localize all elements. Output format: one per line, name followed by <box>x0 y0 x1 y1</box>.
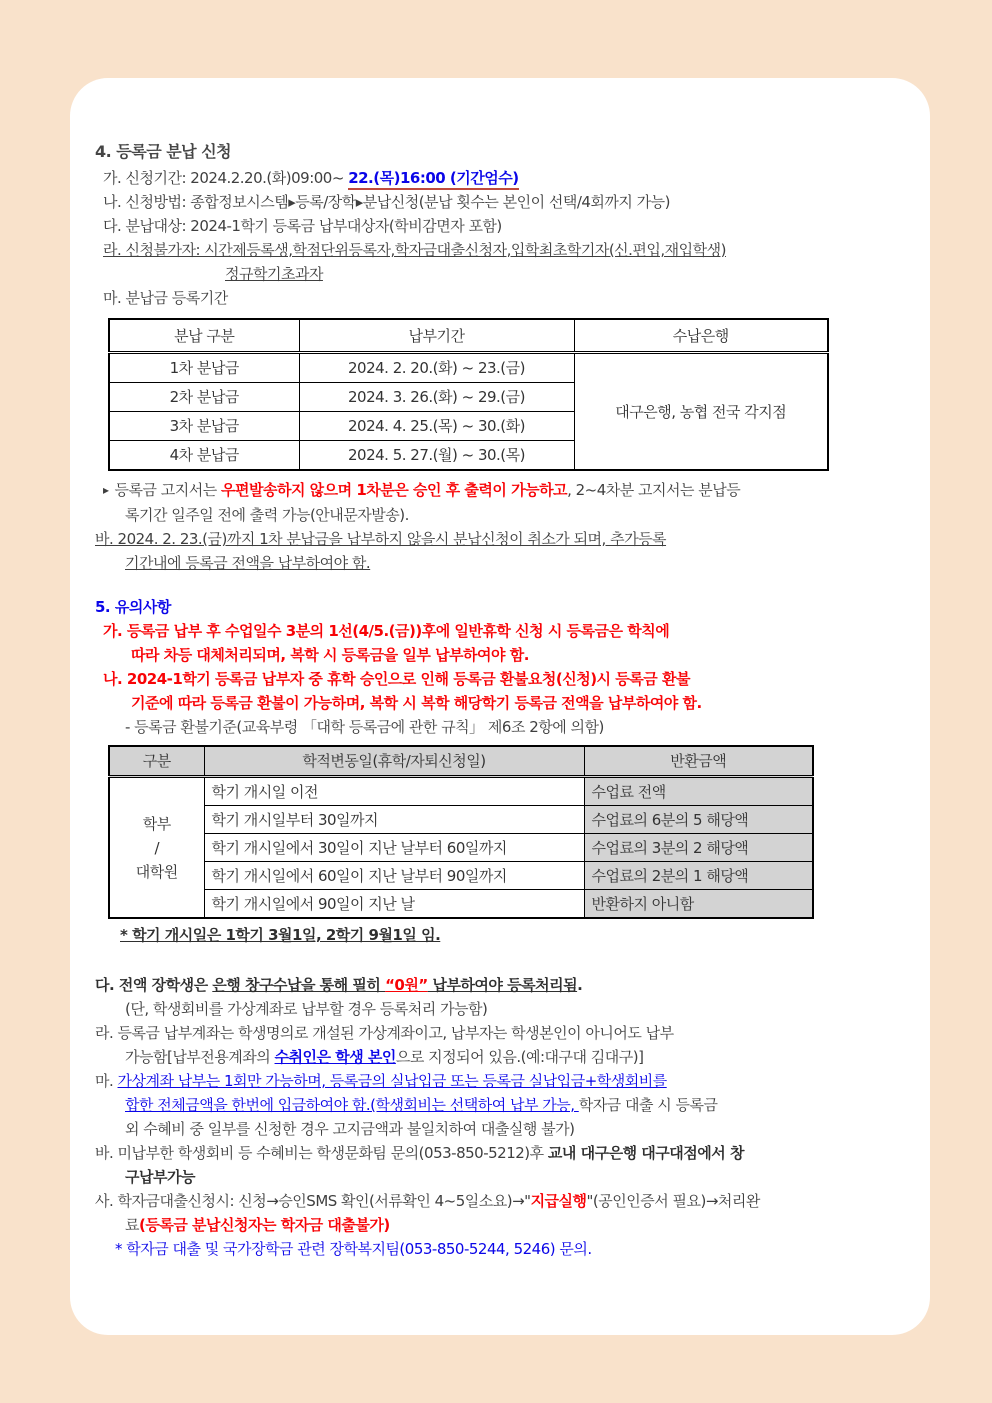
scholarship-pre: 다. 전액 장학생은 <box>95 976 213 994</box>
virtual-account-owner-line2 <box>125 1045 902 1069</box>
refund-row-1-amount: 수업료 전액 <box>584 777 813 806</box>
section5-title: 5. 유의사항 <box>95 598 171 616</box>
scholarship-underline-post: 납부하여야 등록처리됨 <box>427 976 578 994</box>
virtual-account-owner-line1: 라. 등록금 납부계좌는 학생명의로 개설된 가상계좌이고, 납부자는 학생본인이 아니어도 납부 <box>95 1024 674 1042</box>
col-header-period: 납부기간 <box>299 319 574 353</box>
table-row <box>109 862 813 890</box>
col-header-installment: 분납 구분 <box>109 319 299 353</box>
application-period-text: 가. 신청기간: 2024.2.20.(화)09:00~ <box>103 169 349 187</box>
table-header-row <box>109 746 813 777</box>
recipient-emphasis: 수취인은 학생 본인 <box>274 1048 396 1066</box>
semester-start-footnote: * 학기 개시일은 1학기 3월1일, 2학기 9월1일 임. <box>120 926 441 944</box>
refund-row-5-amount: 반환하지 아니함 <box>584 890 813 919</box>
refund-row-4-date: 학기 개시일에서 60일이 지난 날부터 90일까지 <box>204 862 584 890</box>
group-undergrad: 학부 <box>142 814 171 833</box>
loan-installment-warning: (등록금 분납신청자는 학자금 대출불가) <box>139 1216 390 1234</box>
refund-row-4-amount: 수업료의 2분의 1 해당액 <box>584 862 813 890</box>
col-header-refund-amount: 반환금액 <box>584 746 813 777</box>
loan-pre: 사. 학자금대출신청시: 신청→승인SMS 확인(서류확인 4~5일소요)→" <box>95 1192 531 1210</box>
cancel-warning-line2: 기간내에 등록금 전액을 납부하여야 함. <box>125 554 371 572</box>
cancel-warning-line1: 바. 2024. 2. 23.(금)까지 1차 분납금을 납부하지 않을시 분납신청이 취소가 되며, 추가등록 <box>95 530 667 548</box>
refund-row-2-amount: 수업료의 6분의 5 해당액 <box>584 806 813 834</box>
notice-bill-print <box>103 478 902 503</box>
col-header-category: 구분 <box>109 746 204 777</box>
virtual-account-once-line2 <box>125 1093 902 1117</box>
installment-schedule-table <box>108 318 829 471</box>
notice-bill-print-cont: 록기간 일주일 전에 출력 가능(안내문자발송). <box>125 506 409 524</box>
scholarship-end: . <box>577 976 583 994</box>
once-payment-blue2: 합한 전체금액을 한번에 입금하여야 함.(학생회비는 선택하여 납부 가능, <box>125 1096 579 1114</box>
sec5-refund-notice-line1: 나. 2024-1학기 등록금 납부자 중 휴학 승인으로 인해 등록금 환불요청(신청)시 등록금 환불 <box>103 670 690 688</box>
installment-1-label: 1차 분납금 <box>109 353 299 383</box>
refund-row-1-date: 학기 개시일 이전 <box>204 777 584 806</box>
installment-2-period: 2024. 3. 26.(화) ~ 29.(금) <box>299 383 574 412</box>
once-payment-black2: 학자금 대출 시 등록금 <box>578 1096 718 1114</box>
scholarship-team-contact: * 학자금 대출 및 국가장학금 관련 장학복지팀(053-850-5244, 5246) 문의. <box>115 1240 592 1258</box>
virtual-account-once-line3: 외 수혜비 중 일부를 신청한 경우 고지금액과 불일치하여 대출실행 불가) <box>125 1120 575 1138</box>
sec4-item-target: 다. 분납대상: 2024-1학기 등록금 납부대상자(학비감면자 포함) <box>103 217 502 235</box>
sec4-item-not-eligible: 라. 신청불가자: 시간제등록생,학점단위등록자,학자금대출신청자,입학최초학기자(신.편입,재입학생) <box>103 241 726 259</box>
unpaid-fee-line2: 구납부가능 <box>125 1168 195 1186</box>
bill-print-warning: 우편발송하지 않으며 1차분은 승인 후 출력이 가능하고 <box>221 481 568 499</box>
loan-l2-black: 료 <box>125 1216 139 1234</box>
ma-label: 마. <box>95 1072 118 1090</box>
loan-mid: "(공인인증서 필요)→처리완 <box>586 1192 760 1210</box>
installment-3-label: 3차 분납금 <box>109 412 299 441</box>
scholarship-note-line2: (단, 학생회비를 가상계좌로 납부할 경우 등록처리 가능함) <box>125 1000 488 1018</box>
group-cell <box>109 777 204 919</box>
student-loan-line2 <box>125 1213 902 1237</box>
refund-standard-table <box>108 745 814 919</box>
owner-post: 으로 지정되어 있음.(예:대구대 김대구)] <box>395 1048 644 1066</box>
installment-4-label: 4차 분납금 <box>109 441 299 471</box>
bill-print-pre: 등록금 고지서는 <box>114 481 221 499</box>
document-page <box>70 78 930 1335</box>
refund-standard-note: - 등록금 환불기준(교육부령 「대학 등록금에 관한 규칙」 제6조 2항에 의함) <box>125 718 604 736</box>
table-row <box>109 806 813 834</box>
sec4-item-application-period <box>103 166 902 190</box>
sec4-item-schedule-label: 마. 분납금 등록기간 <box>103 289 228 307</box>
virtual-account-once-line1 <box>95 1069 902 1093</box>
bank-cell: 대구은행, 농협 전국 각지점 <box>574 353 828 471</box>
group-slash: / <box>154 838 160 857</box>
sec5-refund-notice-line2: 기준에 따라 등록금 환불이 가능하며, 복학 시 복학 해당학기 등록금 전액을 납부하여야 함. <box>131 694 702 712</box>
table-header-row <box>109 319 828 353</box>
installment-1-period: 2024. 2. 20.(화) ~ 23.(금) <box>299 353 574 383</box>
scholarship-zero-payment <box>95 973 902 997</box>
installment-3-period: 2024. 4. 25.(목) ~ 30.(화) <box>299 412 574 441</box>
section4-title: 4. 등록금 분납 신청 <box>95 142 232 161</box>
loan-execute-emphasis: 지급실행 <box>530 1192 587 1210</box>
owner-pre: 가능함[납부전용계좌의 <box>125 1048 275 1066</box>
zero-won-emphasis: “0원” <box>385 976 428 994</box>
refund-row-3-date: 학기 개시일에서 30일이 지난 날부터 60일까지 <box>204 834 584 862</box>
sec4-item-application-method: 나. 신청방법: 종합정보시스템▸등록/장학▸분납신청(분납 횟수는 본인이 선택/4회까지 가능) <box>103 193 670 211</box>
group-grad: 대학원 <box>135 862 178 881</box>
refund-row-2-date: 학기 개시일부터 30일까지 <box>204 806 584 834</box>
triangle-bullet-icon: ▸ <box>103 483 109 497</box>
scholarship-underline-pre: 은행 창구수납을 통해 필히 <box>212 976 386 994</box>
table-row <box>109 353 828 383</box>
table-row <box>109 834 813 862</box>
installment-2-label: 2차 분납금 <box>109 383 299 412</box>
deadline-emphasis: 22.(목)16:00 (기간엄수) <box>348 169 518 190</box>
sec5-leave-notice-line1: 가. 등록금 납부 후 수업일수 3분의 1선(4/5.(금))후에 일반휴학 신청 시 등록금은 학칙에 <box>103 622 670 640</box>
table-row <box>109 890 813 919</box>
col-header-bank: 수납은행 <box>574 319 828 353</box>
col-header-change-date: 학적변동일(휴학/자퇴신청일) <box>204 746 584 777</box>
once-payment-blue1: 가상계좌 납부는 1회만 가능하며, 등록금의 실납입금 또는 등록금 실납입금+학생회비를 <box>117 1072 667 1090</box>
unpaid-fee-line1 <box>95 1141 902 1165</box>
sec5-leave-notice-line2: 따라 차등 대체처리되며, 복학 시 등록금을 일부 납부하여야 함. <box>131 646 529 664</box>
installment-4-period: 2024. 5. 27.(월) ~ 30.(목) <box>299 441 574 471</box>
bill-print-post: , 2~4차분 고지서는 분납등 <box>567 481 741 499</box>
bank-branch-emphasis: 교내 대구은행 대구대점에서 창 <box>547 1144 744 1162</box>
refund-row-5-date: 학기 개시일에서 90일이 지난 날 <box>204 890 584 919</box>
refund-row-3-amount: 수업료의 3분의 2 해당액 <box>584 834 813 862</box>
sec4-item-not-eligible-cont: 정규학기초과자 <box>225 265 323 283</box>
unpaid-fee-pre: 바. 미납부한 학생회비 등 수혜비는 학생문화팀 문의(053-850-5212)후 <box>95 1144 548 1162</box>
student-loan-line1 <box>95 1189 902 1213</box>
table-row <box>109 777 813 806</box>
